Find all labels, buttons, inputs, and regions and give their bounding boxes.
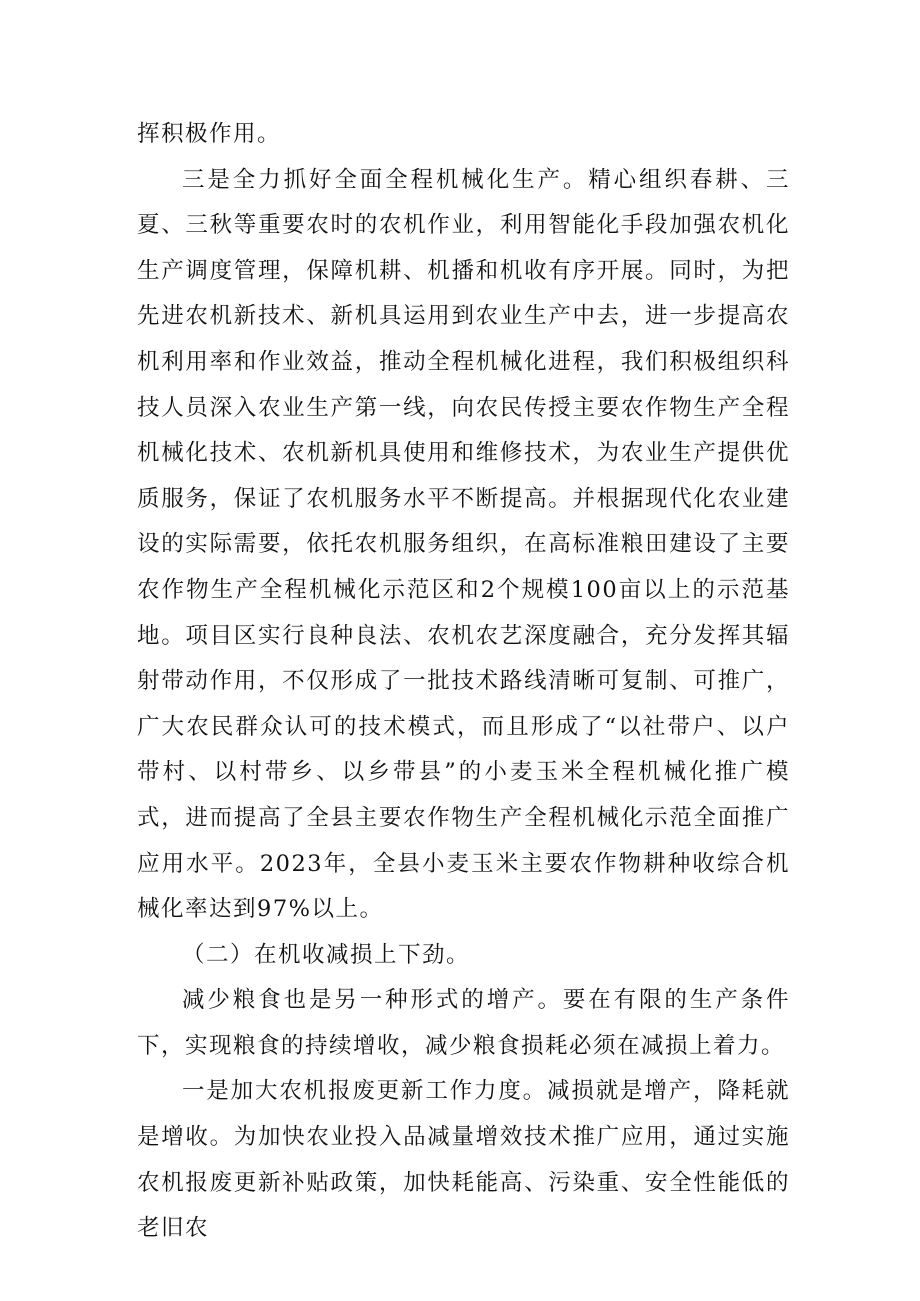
paragraph-continuation: 挥积极作用。 bbox=[137, 121, 282, 147]
section-heading-harvest-loss-reduction: （二）在机收减损上下劲。 bbox=[182, 941, 471, 968]
document-body bbox=[137, 112, 790, 1252]
paragraph-full-mechanization: 三是全力抓好全面全程机械化生产。精心组织春耕、三夏、三秋等重要农时的农机作业，利用智能化手段加强农机化生产调度管理，保障机耕、机播和机收有序开展。同时，为把先进农机新技术、新机具运用到农业生产中去，进一步提高农机利用率和作业效益，推动全程机械化进程，我们积极组织科技人员深入农业生产第一线，向农民传授主要农作物生产全程机械化技术、农机新机具使用和维修技术，为农业生产提供优质服务，保证了农机服务水平不断提高。并根据现代化农业建设的实际需要，依托农机服务组织，在高标准粮田建设了主要农作物生产全程机械化示范区和2个规模100亩以上的示范基地。项目区实行良种良法、农机农艺深度融合，充分发挥其辐射带动作用，不仅形成了一批技术路线清晰可复制、可推广，广大农民群众认可的技术模式，而且形成了“以社带户、以户带村、以村带乡、以乡带县”的小麦玉米全程机械化推广模式，进而提高了全县主要农作物生产全程机械化示范全面推广应用水平。2023年，全县小麦玉米主要农作物耕种收综合机械化率达到97%以上。 bbox=[137, 166, 790, 923]
paragraph-machinery-scrapping-renewal: 一是加大农机报废更新工作力度。减损就是增产，降耗就是增收。为加快农业投入品减量增效技术推广应用，通过实施农机报废更新补贴政策，加快耗能高、污染重、安全性能低的老旧农 bbox=[137, 1078, 790, 1242]
paragraph-loss-reduction-intro: 减少粮食也是另一种形式的增产。要在有限的生产条件下，实现粮食的持续增收，减少粮食损耗必须在减损上着力。 bbox=[137, 987, 790, 1059]
